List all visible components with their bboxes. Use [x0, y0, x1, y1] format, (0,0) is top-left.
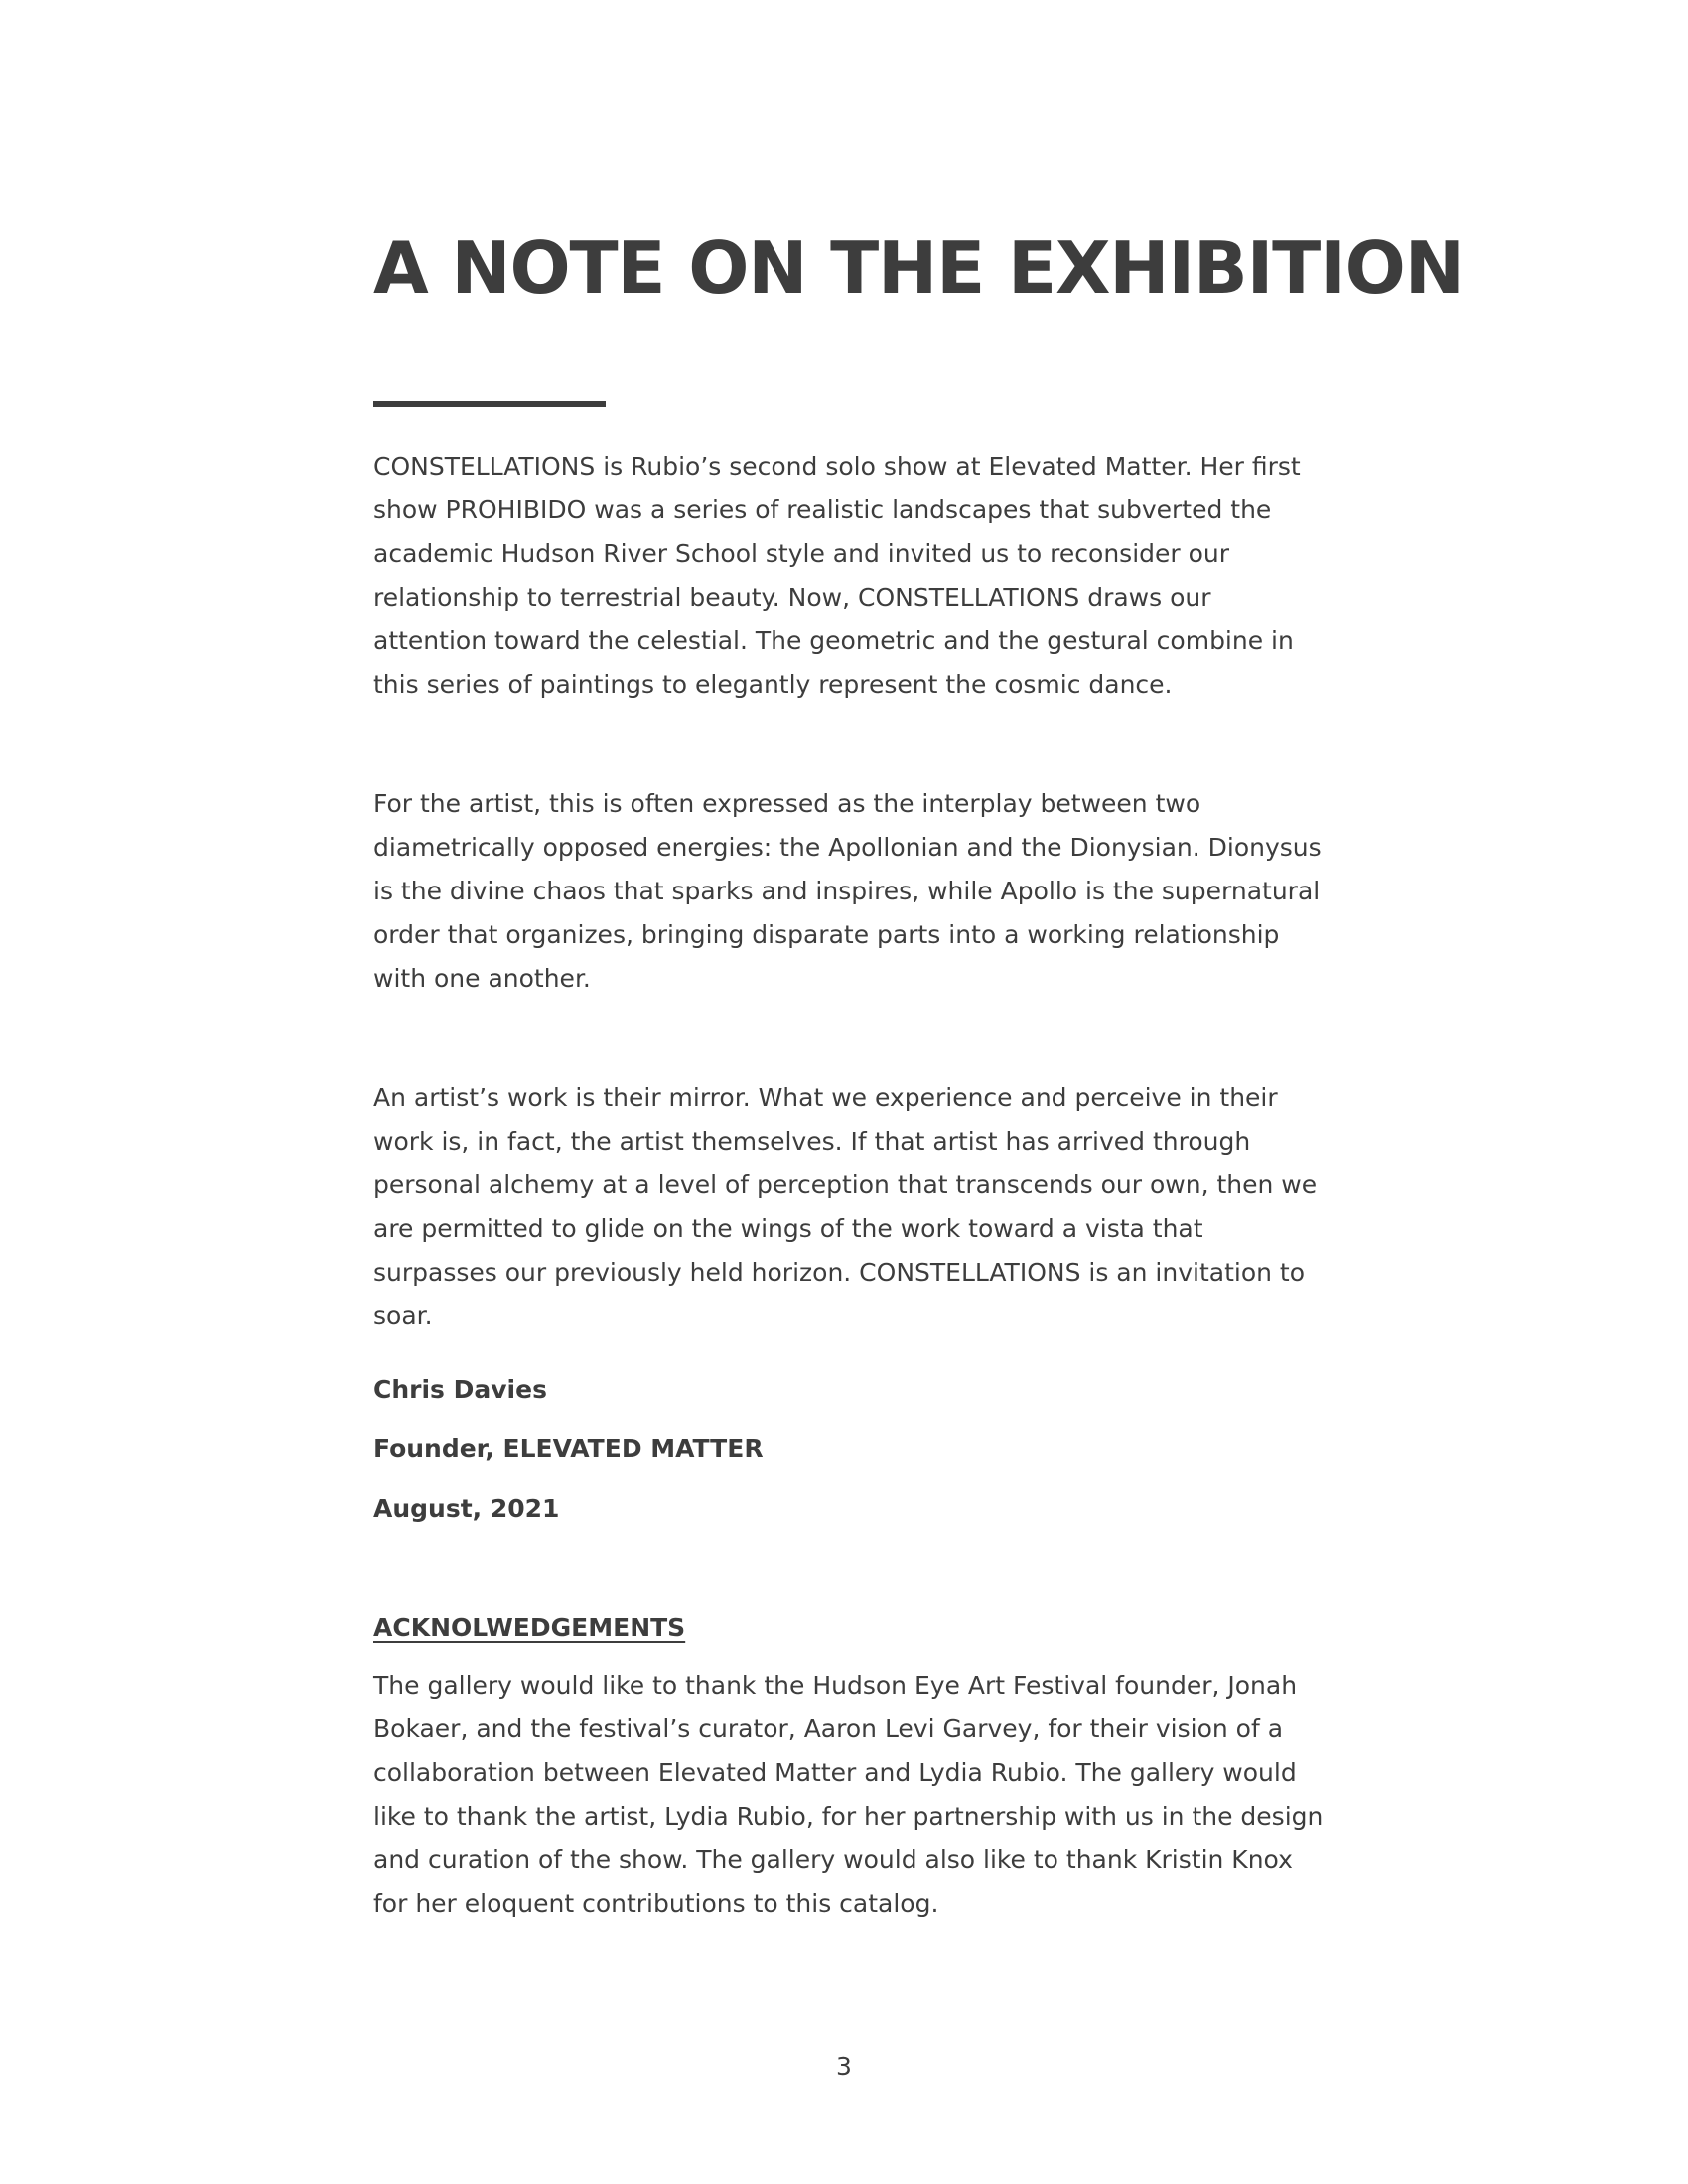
signature-title: Founder, ELEVATED MATTER [373, 1434, 764, 1463]
signature-name: Chris Davies [373, 1375, 547, 1404]
page-number: 3 [836, 2052, 852, 2081]
intro-paragraph: CONSTELLATIONS is Rubio’s second solo show at Elevated Matter. Her first show PROHIBIDO was a series of realistic landscapes that subverted the academic Hudson River School style and invited us to reconsider our relationship to terrestrial beauty. Now, CONSTELLATIONS draws our attention toward the celestial. The geometric and the gestural combine in this series of paintings to elegantly represent the cosmic dance. [373, 452, 1301, 699]
title-divider [373, 401, 606, 407]
acknowledgements-paragraph: The gallery would like to thank the Hudson Eye Art Festival founder, Jonah Bokaer, and the festival’s curator, Aaron Levi Garvey, for their vision of a collaboration between Elevated Matter and Lydia Rubio. The gallery would like to thank the artist, Lydia Rubio, for her partnership with us in the design and curation of the show. The gallery would also like to thank Kristin Knox for her eloquent contributions to this catalog. [373, 1671, 1324, 1918]
apollonian-dionysian-paragraph: For the artist, this is often expressed as the interplay between two diametrically opposed energies: the Apollonian and the Dionysian. Dionysus is the divine chaos that sparks and inspires, while Apollo is the supernatural order that organizes, bringing disparate parts into a working relationship with one another. [373, 789, 1322, 993]
signature-date: August, 2021 [373, 1494, 560, 1523]
acknowledgements-heading: ACKNOLWEDGEMENTS [373, 1613, 686, 1642]
artist-mirror-paragraph: An artist’s work is their mirror. What we experience and perceive in their work is, in fact, the artist themselves. If that artist has arrived through personal alchemy at a level of perception that transcends our own, then we are permitted to glide on the wings of the work toward a vista that surpasses our previously held horizon. CONSTELLATIONS is an invitation to soar. [373, 1083, 1318, 1330]
page-title: A NOTE ON THE EXHIBITION [373, 226, 1464, 310]
